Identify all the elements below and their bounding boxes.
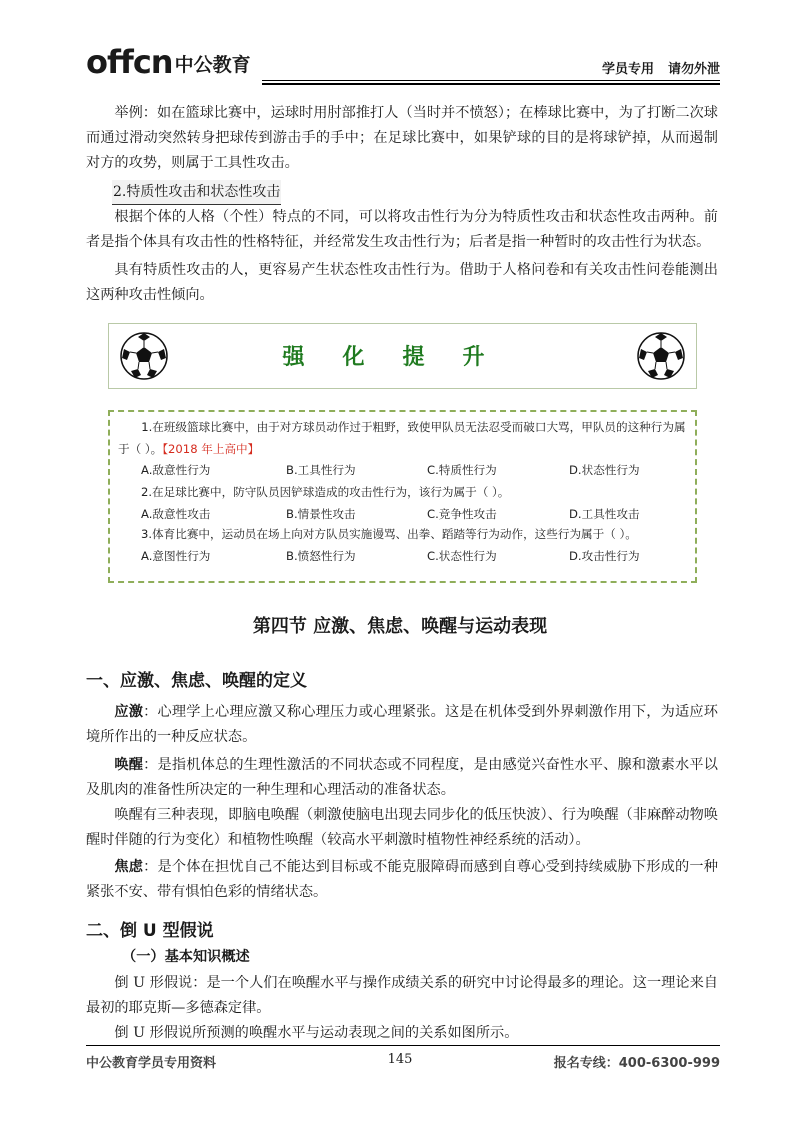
header-rule xyxy=(262,80,720,81)
anxiety-text: ：是个体在担忧自己不能达到目标或不能克服障碍而感到自尊心受到持续威胁下形成的一种紧张不安、带有惧怕色彩的情绪状态。 xyxy=(86,859,718,900)
q2-option-a: A.敌意性攻击 xyxy=(141,507,211,521)
question-1-source-tag: 【2018 年上高中】 xyxy=(162,442,260,456)
q1-option-d: D.状态性行为 xyxy=(569,463,640,477)
header-tags xyxy=(602,58,720,77)
inverted-u-paragraph-2: 倒 U 形假说所预测的唤醒水平与运动表现之间的关系如图所示。 xyxy=(114,1025,519,1041)
heading-definitions: 一、应激、焦虑、唤醒的定义 xyxy=(86,671,307,691)
q3-option-a: A.意图性行为 xyxy=(141,549,211,563)
anxiety-term: 焦虑 xyxy=(114,859,144,875)
stress-definition xyxy=(86,700,718,750)
q3-option-b: B.愤怒性行为 xyxy=(286,549,356,563)
question-1-text: 1.在班级篮球比赛中，由于对方球员动作过于粗野，致使甲队员无法忍受而破口大骂，甲队员的这种行为属于（ ）。 xyxy=(118,420,686,456)
question-2-text: 2.在足球比赛中，防守队员因铲球造成的攻击性行为，该行为属于（ ）。 xyxy=(141,485,510,499)
intro-paragraph-definition: 根据个体的人格（个性）特点的不同，可以将攻击性行为分为特质性攻击和状态性攻击两种。前者是指个体具有攻击性的性格特征，并经常发生攻击性行为；后者是指一种暂时的攻击性行为状态。 xyxy=(86,209,718,250)
heading-basic-knowledge: （一）基本知识概述 xyxy=(122,949,250,965)
intro-paragraph-trait: 具有特质性攻击的人，更容易产生状态性攻击性行为。借助于人格问卷和有关攻击性问卷能测出这两种攻击性倾向。 xyxy=(86,262,718,303)
arousal-definition xyxy=(86,753,718,803)
logo-latin: offcn xyxy=(86,43,173,81)
soccer-ball-icon xyxy=(636,331,686,381)
q2-option-d: D.工具性攻击 xyxy=(569,507,640,521)
header-rule-thick xyxy=(262,83,720,85)
q3-option-c: C.状态性行为 xyxy=(427,549,497,563)
page-number: 145 xyxy=(387,1052,413,1067)
header-tag-students: 学员专用 xyxy=(601,62,654,77)
footer-left-text: 中公教育学员专用资料 xyxy=(86,1056,217,1071)
practice-banner xyxy=(108,323,697,389)
question-1 xyxy=(118,416,686,460)
arousal-text: ：是指机体总的生理性激活的不同状态或不同程度，是由感觉兴奋性水平、腺和激素水平以及肌肉的准备性所决定的一种生理和心理活动的准备状态。 xyxy=(86,757,718,798)
q1-option-c: C.特质性行为 xyxy=(427,463,497,477)
q1-option-a: A.敌意性行为 xyxy=(141,463,211,477)
stress-text: ：心理学上心理应激又称心理压力或心理紧张。这是在机体受到外界刺激作用下，为适应环境所作出的一种反应状态。 xyxy=(86,704,718,745)
intro-paragraph-example: 举例：如在篮球比赛中，运球时用肘部推打人（当时并不愤怒）；在棒球比赛中，为了打断二次球而通过滑动突然转身把球传到游击手的手中；在足球比赛中，如果铲球的目的是将球铲掉，从而遏制对方的攻势，则属于工具性攻击。 xyxy=(86,105,718,171)
anxiety-definition xyxy=(86,855,718,905)
q1-option-b: B.工具性行为 xyxy=(286,463,356,477)
arousal-term: 唤醒 xyxy=(114,757,144,773)
question-3-text: 3.体育比赛中，运动员在场上向对方队员实施谩骂、出拳、蹈踏等行为动作，这些行为属于（ ）。 xyxy=(141,527,637,541)
stress-term: 应激 xyxy=(114,704,144,720)
banner-title: 强化提升 xyxy=(282,344,523,370)
arousal-forms: 唤醒有三种表现，即脑电唤醒（刺激使脑电出现去同步化的低压快波）、行为唤醒（非麻醉动物唤醒时伴随的行为变化）和植物性唤醒（较高水平刺激时植物性神经系统的活动）。 xyxy=(86,807,718,848)
subsection-heading: 2.特质性攻击和状态性攻击 xyxy=(112,180,281,205)
inverted-u-paragraph-1: 倒 U 形假说：是一个人们在唤醒水平与操作成绩关系的研究中讨论得最多的理论。这一理论来自最初的耶克斯—多德森定律。 xyxy=(86,975,718,1016)
footer-hotline: 报名专线：400-6300-999 xyxy=(553,1056,720,1071)
q2-option-c: C.竞争性攻击 xyxy=(427,507,497,521)
q3-option-d: D.攻击性行为 xyxy=(569,549,640,563)
q2-option-b: B.情景性攻击 xyxy=(286,507,356,521)
offcn-logo xyxy=(86,40,251,80)
section-title: 第四节 应激、焦虑、唤醒与运动表现 xyxy=(252,616,548,637)
logo-cn: 中公教育 xyxy=(174,54,251,76)
footer-rule xyxy=(86,1045,720,1046)
heading-inverted-u: 二、倒 U 型假说 xyxy=(86,921,214,941)
header-tag-confidential: 请勿外泄 xyxy=(667,62,720,77)
